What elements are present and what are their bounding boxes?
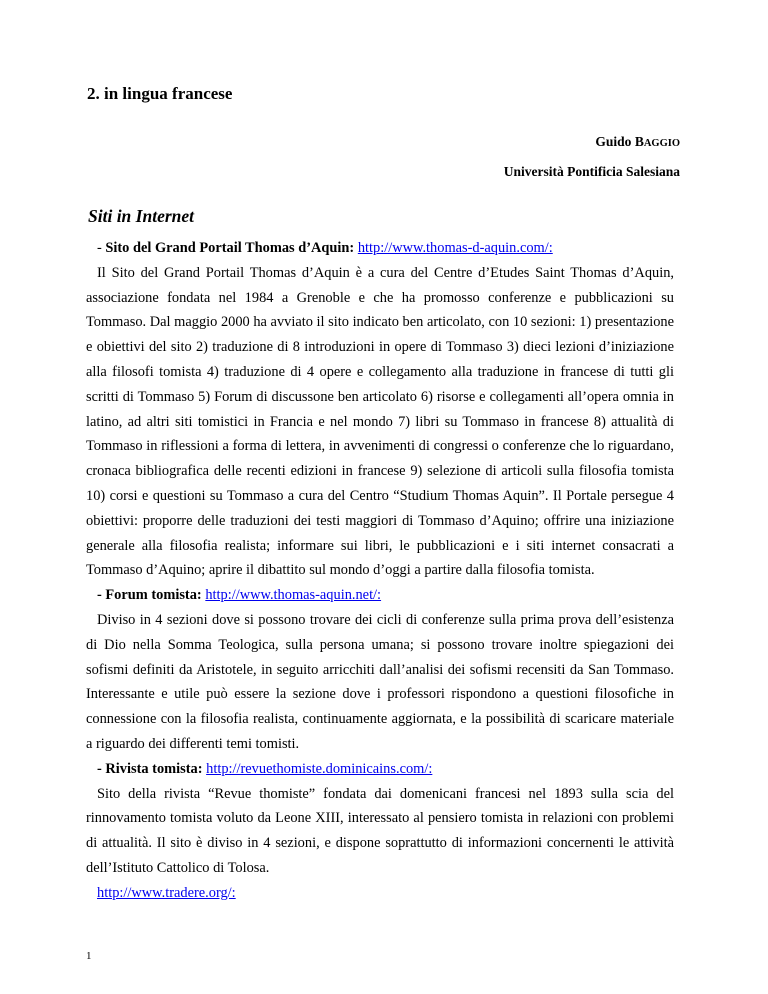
entry-label: Sito del Grand Portail Thomas d’Aquin: [105,240,355,256]
author-affiliation: Università Pontificia Salesiana [503,164,680,179]
author-last-initial: B [634,134,644,149]
entry-description: Il Sito del Grand Portail Thomas d’Aquin è a cura del Centre d’Etudes Saint Thomas d’Aquin, associazione fondata nel 1984 a Grenoble e che ha promosso conferenze e pubblicazioni su Tommaso. Dal maggio 2000 ha avviato il sito indicato ben articolato, con 10 sezioni: 1) presentazione e obiettivi del sito 2) traduzione di 8 introduzioni in opere di Tommaso 3) dieci lezioni d’iniziazione alla filosofi tomista 4) traduzione di 4 opere e collegamento alla traduzione in francese di tutti gli scritti di Tommaso 5) Forum di discussone ben articolato 6) risorse e collegamenti all’opera omnia in latino, ad altri siti tomistici in Francia e nel mondo 7) libri su Tommaso in francese 8) attualità di Tommaso in riflessioni a forma di lettera, in avvenimenti di congressi o conferenze che lo riguardano, cronaca bibliografica delle recenti edizioni in francese 9) selezione di articoli sulla filosofia tomista 10) corsi e questioni su Tommaso a cura del Centro “Studium Thomas Aquin”. Il Portale persegue 4 obiettivi: proporre delle traduzioni dei testi maggiori di Tommaso d’Aquino; offrire una iniziazione generale alla filosofia realista; informare sui libri, le pubblicazioni e i siti internet consacrati a Tommaso d’Aquino; aprire il dibattito sul mondo d’oggi a partire dalla filosofia tomista. [86,264,674,579]
site-link[interactable]: http://www.tradere.org/: [97,884,236,901]
entry-description: Sito della rivista “Revue thomiste” fondata dai domenicani francesi nel 1893 sulla scia del rinnovamento tomista voluto da Leone XIII, interessato al pensiero tomista in relazioni con problemi di attualità. Il sito è diviso in 4 sezioni, e dispone soprattutto di informazioni concernenti le attività dell’Istituto Cattolico di Tolosa. [86,785,674,876]
entry-prefix: - [97,240,106,256]
site-link[interactable]: http://revuethomiste.dominicains.com/: [206,760,433,777]
entry-heading [86,583,674,608]
author-first-name: Guido [595,134,632,149]
entry-heading [86,757,674,782]
author-last-rest: AGGIO [643,138,680,149]
body-text [86,236,674,906]
entry-label: - Rivista tomista: [97,760,203,777]
author-name [595,134,680,150]
entry-label: - Forum tomista: [97,587,202,604]
page-number: 1 [86,950,92,962]
entry-description: Diviso in 4 sezioni dove si possono trovare dei cicli di conferenze sulla prima prova dell’esistenza di Dio nella Somma Teologica, sulla persona umana; si possono trovare inoltre spiegazioni dei sofismi definiti da Aristotele, in seguito arricchiti dall’analisi dei sofismi recensiti da San Tommaso. Interessante e utile può essere la sezione dove i professori rispondono a questioni filosofiche in connessione con la filosofia realista, continuamente aggiornata, e la possibilità di scaricare materiale a riguardo dei differenti temi tomisti. [86,611,674,752]
section-title: Siti in Internet [88,206,195,226]
site-link[interactable]: http://www.thomas-d-aquin.com/: [357,240,553,256]
entry-heading [86,881,674,906]
site-link[interactable]: http://www.thomas-aquin.net/: [205,587,382,604]
entry-heading [86,236,674,261]
chapter-heading: 2. in lingua francese [87,84,233,103]
